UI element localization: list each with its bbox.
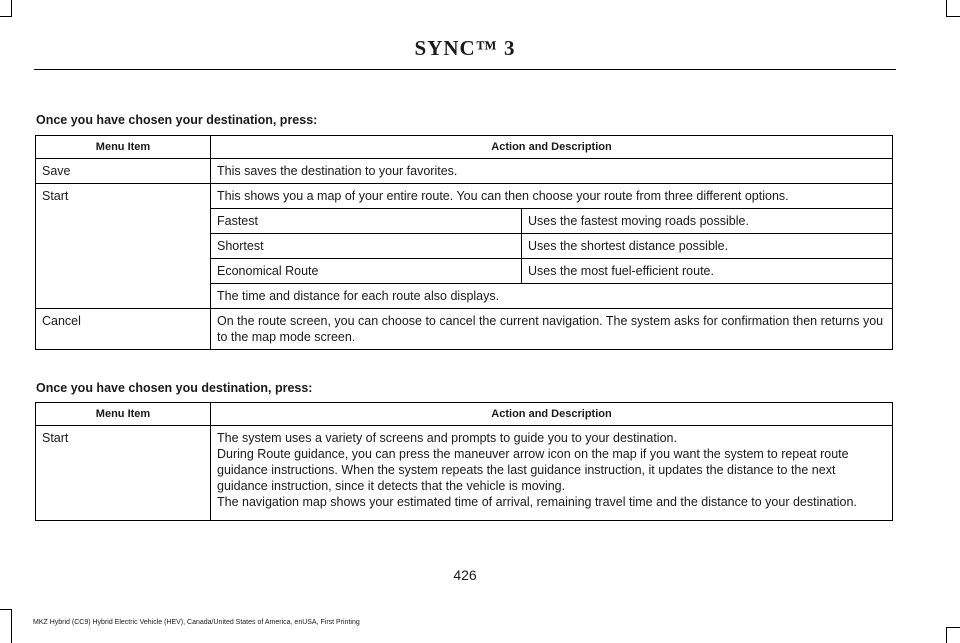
- crop-mark-top-left-h: [0, 16, 12, 17]
- table-row: [36, 309, 893, 350]
- section1-table: [35, 135, 893, 350]
- description-start: This shows you a map of your entire route. You can then choose your route from three different options.: [211, 184, 893, 209]
- column-header-menu-item: Menu Item: [36, 403, 211, 426]
- menu-item-start: Start: [36, 184, 211, 309]
- crop-mark-bottom-left-h: [0, 609, 12, 610]
- page-title: SYNC™ 3: [414, 36, 516, 60]
- paragraph: During Route guidance, you can press the maneuver arrow icon on the map if you want the system to repeat route guidance instructions. When the system repeats the last guidance instruction, it updates the distance to the next guidance instruction, since it detects that the vehicle is moving.: [217, 447, 849, 493]
- crop-mark-top-left-v: [11, 0, 12, 16]
- column-header-action: Action and Description: [211, 403, 893, 426]
- header-rule: [34, 69, 896, 70]
- crop-mark-top-right-v: [946, 0, 947, 16]
- paragraph: The system uses a variety of screens and prompts to guide you to your destination.: [217, 431, 677, 445]
- route-option-desc: Uses the fastest moving roads possible.: [522, 209, 893, 234]
- section2-intro: Once you have chosen you destination, press:: [36, 381, 313, 395]
- footer-text: MKZ Hybrid (CC9) Hybrid Electric Vehicle (HEV), Canada/United States of America, enUSA, First Printing: [33, 619, 360, 626]
- table-row: [36, 184, 893, 209]
- crop-mark-bottom-left-v: [11, 609, 12, 643]
- column-header-menu-item: Menu Item: [36, 136, 211, 159]
- route-option-name: Economical Route: [211, 259, 522, 284]
- table-row: [36, 426, 893, 521]
- crop-mark-bottom-right-h: [946, 627, 960, 628]
- menu-item-start: Start: [36, 426, 211, 521]
- column-header-action: Action and Description: [211, 136, 893, 159]
- route-option-desc: Uses the shortest distance possible.: [522, 234, 893, 259]
- route-option-name: Fastest: [211, 209, 522, 234]
- crop-mark-top-right-h: [946, 16, 960, 17]
- description-start: [211, 426, 893, 521]
- description-save: This saves the destination to your favorites.: [211, 159, 893, 184]
- route-option-name: Shortest: [211, 234, 522, 259]
- route-option-desc: Uses the most fuel-efficient route.: [522, 259, 893, 284]
- table-header-row: [36, 136, 893, 159]
- table-row: [36, 159, 893, 184]
- description-cancel: On the route screen, you can choose to cancel the current navigation. The system asks for confirmation then returns you to the map mode screen.: [211, 309, 893, 350]
- table-header-row: [36, 403, 893, 426]
- route-note: The time and distance for each route also displays.: [211, 284, 893, 309]
- section2-table: [35, 402, 893, 521]
- paragraph: The navigation map shows your estimated time of arrival, remaining travel time and the distance to your destination.: [217, 495, 857, 509]
- section1-intro: Once you have chosen your destination, press:: [36, 113, 318, 127]
- page-number: 426: [453, 567, 477, 583]
- menu-item-cancel: Cancel: [36, 309, 211, 350]
- crop-mark-bottom-right-v: [946, 627, 947, 643]
- menu-item-save: Save: [36, 159, 211, 184]
